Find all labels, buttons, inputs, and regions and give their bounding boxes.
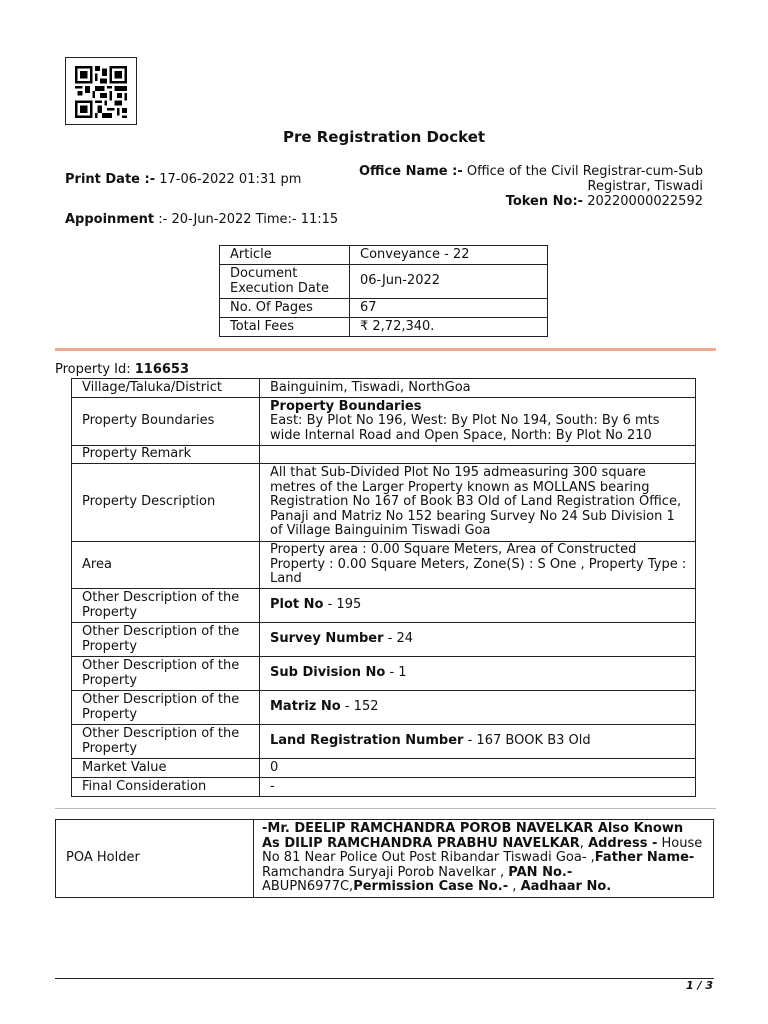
- poa-father-label: Father Name-: [594, 850, 695, 866]
- summary-value: 67: [350, 299, 548, 318]
- property-id-label: Property Id:: [55, 362, 131, 377]
- table-row: [72, 464, 696, 542]
- market-value: 0: [260, 759, 696, 778]
- property-table: [71, 378, 696, 797]
- property-id: [55, 362, 189, 377]
- row-label: Property Boundaries: [72, 398, 260, 446]
- summary-label: Article: [220, 246, 350, 265]
- row-label: Village/Taluka/District: [72, 379, 260, 398]
- other-description-value: Matriz No - 152: [260, 691, 696, 725]
- print-date-value: 17-06-2022 01:31 pm: [159, 172, 302, 187]
- table-row: [72, 589, 696, 623]
- summary-label: Document Execution Date: [220, 265, 350, 299]
- appointment-label: Appoinment: [65, 212, 155, 227]
- poa-table: [55, 819, 714, 898]
- row-label: Market Value: [72, 759, 260, 778]
- boundaries-heading: Property Boundaries: [270, 398, 422, 414]
- token-label: Token No:-: [505, 194, 584, 209]
- summary-value: 06-Jun-2022: [350, 265, 548, 299]
- summary-label: Total Fees: [220, 318, 350, 337]
- table-row: [72, 623, 696, 657]
- description-value: All that Sub-Divided Plot No 195 admeasuring 300 square metres of the Larger Property known as MOLLANS bearing Registration No 167 of Book B3 Old of Land Registration Office, Panaji and Matriz No 152 bearing Survey No 24 Sub Division 1 of Village Bainguinim Tiswadi Goa: [260, 464, 696, 542]
- table-row: [72, 691, 696, 725]
- summary-label: No. Of Pages: [220, 299, 350, 318]
- qr-code-icon: [75, 66, 127, 118]
- token-value: 20220000022592: [587, 194, 703, 209]
- row-label: Other Description of the Property: [72, 657, 260, 691]
- token-line: [300, 194, 703, 209]
- summary-value: ₹ 2,72,340.: [350, 318, 548, 337]
- row-label: Other Description of the Property: [72, 691, 260, 725]
- summary-row: [220, 318, 548, 337]
- poa-label: POA Holder: [56, 820, 254, 898]
- section-divider: [55, 348, 716, 351]
- row-label: Other Description of the Property: [72, 725, 260, 759]
- summary-table: [219, 245, 548, 337]
- remark-value: [260, 446, 696, 464]
- boundaries-cell: [260, 398, 696, 446]
- poa-father: Ramchandra Suryaji Porob Navelkar ,: [262, 864, 505, 880]
- summary-value: Conveyance - 22: [350, 246, 548, 265]
- table-row: [72, 542, 696, 589]
- poa-address-label: Address -: [588, 835, 658, 851]
- section-divider: [55, 808, 716, 809]
- table-row: [56, 820, 714, 898]
- qr-code: [65, 57, 137, 125]
- area-value: Property area : 0.00 Square Meters, Area of Constructed Property : 0.00 Square Meters, Zone(S) : S One , Property Type : Land: [260, 542, 696, 589]
- table-row: [72, 778, 696, 797]
- table-row: [72, 446, 696, 464]
- poa-address: House No 81 Near Police Out Post Ribandar Tiswadi Goa-: [262, 835, 703, 866]
- boundaries-value: East: By Plot No 196, West: By Plot No 194, South: By 6 mts wide Internal Road and Open Space, North: By Plot No 210: [270, 413, 660, 443]
- footer-divider: [55, 978, 714, 979]
- row-label: Other Description of the Property: [72, 623, 260, 657]
- row-label: Other Description of the Property: [72, 589, 260, 623]
- office-name: Office of the Civil Registrar-cum-Sub Registrar, Tiswadi: [466, 164, 703, 194]
- table-row: [72, 725, 696, 759]
- page-title: Pre Registration Docket: [282, 128, 486, 146]
- page-number: 1 / 3: [686, 979, 713, 992]
- other-description-value: Survey Number - 24: [260, 623, 696, 657]
- office-line: [300, 164, 703, 194]
- table-row: [72, 657, 696, 691]
- row-label: Area: [72, 542, 260, 589]
- appointment-value: :- 20-Jun-2022 Time:- 11:15: [158, 212, 339, 227]
- summary-row: [220, 265, 548, 299]
- office-label: Office Name :-: [358, 164, 463, 179]
- final-consideration-value: -: [260, 778, 696, 797]
- table-row: [72, 379, 696, 398]
- poa-pan: ABUPN6977C,: [262, 879, 354, 895]
- summary-row: [220, 246, 548, 265]
- row-label: Final Consideration: [72, 778, 260, 797]
- poa-permission-label: Permission Case No.-: [353, 879, 509, 895]
- poa-pan-label: PAN No.-: [508, 864, 573, 880]
- row-label: Property Remark: [72, 446, 260, 464]
- other-description-value: Land Registration Number - 167 BOOK B3 Old: [260, 725, 696, 759]
- appointment: [65, 212, 338, 227]
- print-date-label: Print Date :-: [65, 172, 156, 187]
- poa-details: -Mr. DEELIP RAMCHANDRA POROB NAVELKAR Also Known As DILIP RAMCHANDRA PRABHU NAVELKAR, Address - House No 81 Near Police Out Post Ribandar Tiswadi Goa- ,Father Name- Ramchandra Suryaji Porob Navelkar , PAN No.- ABUPN6977C,Permission Case No.- , Aadhaar No.: [254, 820, 714, 898]
- table-row: [72, 398, 696, 446]
- summary-row: [220, 299, 548, 318]
- print-date: [65, 172, 301, 187]
- row-label: Property Description: [72, 464, 260, 542]
- office-info: [300, 164, 703, 209]
- other-description-value: Plot No - 195: [260, 589, 696, 623]
- poa-aadhaar-label: Aadhaar No.: [520, 879, 612, 895]
- property-id-value: 116653: [134, 362, 190, 377]
- poa-permission: ,: [512, 879, 517, 895]
- other-description-value: Sub Division No - 1: [260, 657, 696, 691]
- poa-name: -Mr. DEELIP RAMCHANDRA POROB NAVELKAR Also Known As DILIP RAMCHANDRA PRABHU NAVELKAR: [262, 821, 684, 851]
- table-row: [72, 759, 696, 778]
- village-value: Bainguinim, Tiswadi, NorthGoa: [260, 379, 696, 398]
